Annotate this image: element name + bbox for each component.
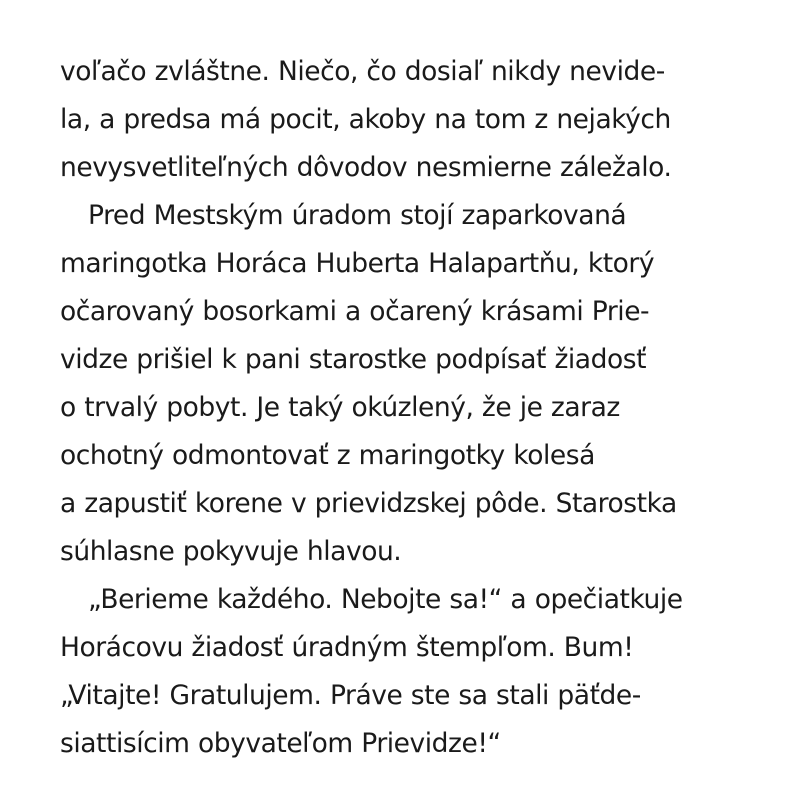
text-line: la, a predsa má pocit, akoby na tom z nejakých [60, 104, 671, 135]
text-line: očarovaný bosorkami a očarený krásami Prie- [60, 296, 650, 327]
text-line: nevysvetliteľných dôvodov nesmierne záležalo. [60, 152, 672, 183]
paragraph-start-line: Pred Mestským úradom stojí zaparkovaná [88, 200, 627, 231]
paragraph-start-line: „Berieme každého. Nebojte sa!“ a opečiatkuje [88, 584, 683, 615]
text-line: voľačo zvláštne. Niečo, čo dosiaľ nikdy nevide- [60, 56, 665, 87]
body-text [60, 48, 760, 768]
text-line: maringotka Horáca Huberta Halapartňu, ktorý [60, 248, 655, 279]
text-line: a zapustiť korene v prievidzskej pôde. Starostka [60, 488, 677, 519]
text-line: ochotný odmontovať z maringotky kolesá [60, 440, 595, 471]
text-line: siattisícim obyvateľom Prievidze!“ [60, 728, 501, 759]
text-line: Horácovu žiadosť úradným štempľom. Bum! [60, 632, 634, 663]
text-line: súhlasne pokyvuje hlavou. [60, 536, 402, 567]
text-line: vidze prišiel k pani starostke podpísať žiadosť [60, 344, 647, 375]
text-line: o trvalý pobyt. Je taký okúzlený, že je zaraz [60, 392, 620, 423]
text-line: „Vitajte! Gratulujem. Práve ste sa stali päťde- [60, 680, 641, 711]
